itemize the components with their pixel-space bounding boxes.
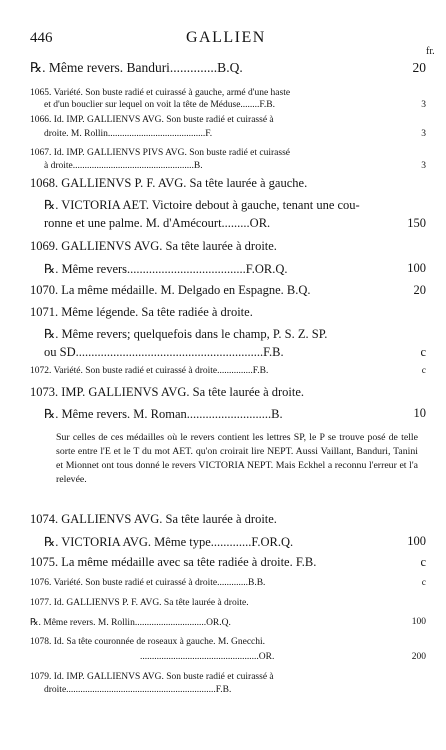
page-title: GALLIEN [186, 29, 266, 46]
entry-text: ou SD............................................................F.B. [44, 345, 284, 359]
entry-text: 1074. GALLIENVS AVG. Sa tête laurée à droite. [30, 512, 277, 526]
entry-text: ..................................................OR. [140, 652, 275, 662]
entry-text: 1077. Id. GALLIENVS P. F. AVG. Sa tête laurée à droite. [30, 598, 249, 608]
entry-price: 3 [421, 161, 426, 171]
entry-price: 100 [407, 534, 426, 548]
entry-text: ℞. VICTORIA AET. Victoire debout à gauche, tenant une cou- [44, 198, 360, 212]
entry-text: 1067. Id. IMP. GALLIENVS PIVS AVG. Son buste radié et cuirassé [30, 148, 291, 158]
entry-price: 200 [411, 652, 426, 662]
entry-text: ronne et une palme. M. d'Amécourt.........OR. [44, 216, 271, 230]
entry-price: c [420, 345, 426, 359]
entry-text: 1071. Même légende. Sa tête radiée à droite. [30, 305, 253, 319]
entry-price: 3 [421, 100, 426, 110]
entry-text: à droite...................................................B. [44, 161, 203, 171]
entry-text: ℞. Même revers......................................F.OR.Q. [44, 262, 288, 276]
entry-price: 20 [413, 283, 426, 297]
entry-price: c [421, 366, 426, 376]
entry-price: c [420, 555, 426, 569]
price-column-heading: fr. [426, 46, 435, 57]
entry-text: 1078. Id. Sa tête couronnée de roseaux à gauche. M. Gnecchi. [30, 637, 266, 647]
entry-text: 1065. Variété. Son buste radié et cuirassé à gauche, armé d'une haste [30, 88, 291, 98]
entry-text: ℞. Même revers. Banduri..............B.Q. [30, 60, 243, 75]
entry-text: 1072. Variété. Son buste radié et cuirassé à droite...............F.B. [30, 366, 269, 376]
entry-text: 1076. Variété. Son buste radié et cuirassé à droite.............B.B. [30, 578, 266, 588]
entry-price: 3 [421, 129, 426, 139]
entry-text: ℞. VICTORIA AVG. Même type.............F.OR.Q. [44, 535, 294, 549]
entry-price: 20 [412, 60, 426, 75]
entry-text: ℞. Même revers; quelquefois dans le champ, P. S. Z. SP. [44, 327, 328, 341]
entry-text: droite...............................................................F.B. [44, 685, 232, 695]
entry-text: 1075. La même médaille avec sa tête radiée à droite. F.B. [30, 555, 317, 569]
entry-text: ℞. Même revers. M. Roman...........................B. [44, 407, 283, 421]
entry-text: droite. M. Rollin.........................................F. [44, 129, 213, 139]
entry-text: ℞. Même revers. M. Rollin..............................OR.Q. [30, 618, 231, 628]
entry-text: 1070. La même médaille. M. Delgado en Espagne. B.Q. [30, 283, 311, 297]
entry-price: 150 [407, 216, 426, 230]
entry-text: 1066. Id. IMP. GALLIENVS AVG. Son buste radié et cuirassé à [30, 115, 274, 125]
entry-price: 10 [413, 406, 426, 420]
entry-text: 1068. GALLIENVS P. F. AVG. Sa tête laurée à gauche. [30, 176, 308, 190]
page-number: 446 [30, 30, 53, 46]
entry-text: 1069. GALLIENVS AVG. Sa tête laurée à droite. [30, 239, 277, 253]
entry-text: et d'un bouclier sur lequel on voit la tête de Méduse........F.B. [44, 100, 276, 110]
entry-price: 100 [407, 261, 426, 275]
entry-text: 1079. Id. IMP. GALLIENVS AVG. Son buste radié et cuirassé à [30, 672, 274, 682]
entry-price: 100 [411, 617, 426, 627]
entry-price: c [421, 578, 426, 588]
footnote: Sur celles de ces médailles où le revers contient les lettres SP, le P se trouve posé de telle sorte entre l'E et le T du mot AET. qu'on croirait lire NEPT. Aussi Vaillant, Banduri, Tanini et Mionnet ont tous donné le revers VICTORIA NEPT. Mais Eckhel a reconnu l'erreur et l'a relevée. [56, 432, 418, 486]
entry-text: 1073. IMP. GALLIENVS AVG. Sa tête laurée à droite. [30, 385, 305, 399]
